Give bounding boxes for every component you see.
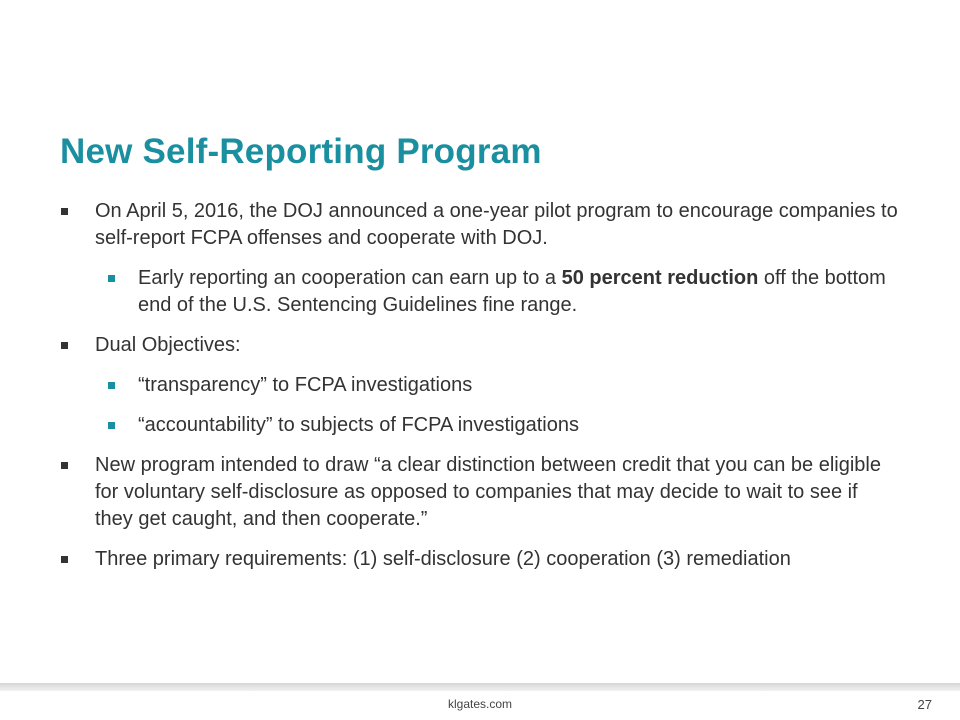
bullet-text: On April 5, 2016, the DOJ announced a one-year pilot program to encourage companies to self-report FCPA offenses and cooperate with DOJ. [95,200,898,249]
bullet-text: “transparency” to FCPA investigations [138,374,473,396]
square-bullet-icon [61,556,68,563]
bullet-item [60,332,900,359]
bullet-text: Dual Objectives: [95,334,241,356]
square-bullet-icon [108,382,115,389]
bullet-text: Three primary requirements: (1) self-disclosure (2) cooperation (3) remediation [95,548,791,570]
bullet-list [60,198,900,586]
bullet-text-pre: Early reporting an cooperation can earn up to a [138,267,562,289]
bullet-text-post: off the bottom end of the U.S. Sentencing Guidelines fine range. [138,267,886,316]
footer-divider [0,683,960,691]
bullet-text: New program intended to draw “a clear distinction between credit that you can be eligible for voluntary self-disclosure as opposed to companies that may decide to wait to see if they get caught, and then cooperate.” [95,454,881,530]
bullet-item [60,452,900,533]
square-bullet-icon [61,462,68,469]
footer-url[interactable]: klgates.com [447,697,513,711]
bullet-text-bold: 50 percent reduction [561,267,759,289]
square-bullet-icon [108,275,115,282]
square-bullet-icon [61,342,68,349]
sub-bullet-item [100,265,900,319]
square-bullet-icon [108,422,115,429]
bullet-item [60,546,900,573]
sub-bullet-item [100,372,900,399]
bullet-item [60,198,900,252]
square-bullet-icon [61,208,68,215]
page-number: 27 [917,697,932,712]
slide-title: New Self-Reporting Program [60,132,542,171]
bullet-text: “accountability” to subjects of FCPA investigations [138,414,579,436]
sub-bullet-item [100,412,900,439]
